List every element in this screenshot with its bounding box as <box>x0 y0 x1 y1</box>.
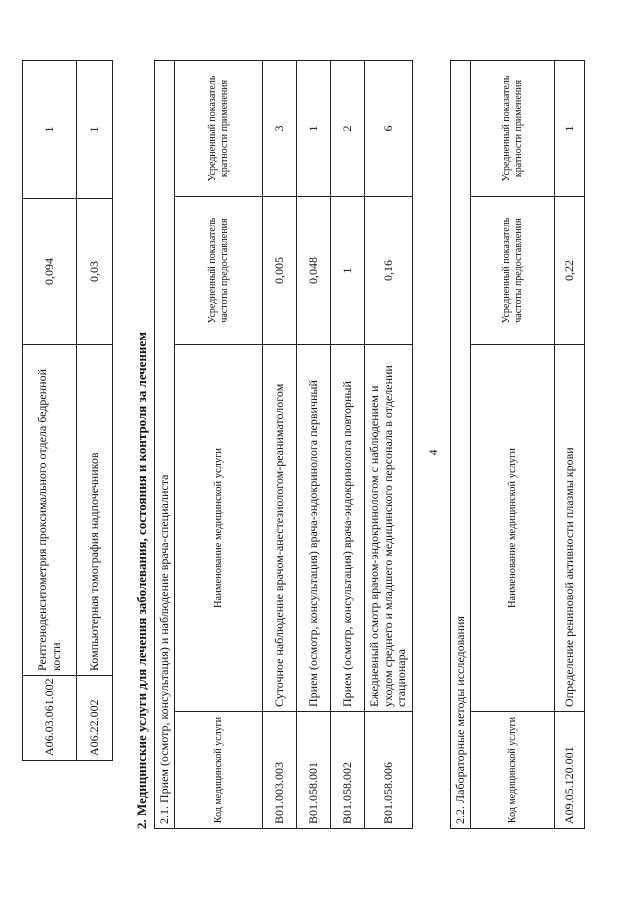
table-header-row <box>175 60 263 828</box>
table-row <box>331 60 365 828</box>
multiplicity-value: 2 <box>331 60 365 196</box>
table-header-row <box>471 60 555 828</box>
frequency-value: 0,03 <box>77 199 113 345</box>
frequency-value: 0,094 <box>23 199 77 345</box>
multiplicity-value: 6 <box>365 60 413 196</box>
service-name: Рентгеноденситометрия проксимального отдела бедренной кости <box>23 345 77 676</box>
service-code: A06.22.002 <box>77 676 113 761</box>
table-row <box>23 61 77 761</box>
service-name: Определение рениновой активности плазмы крови <box>555 345 585 712</box>
header-code: Код медицинской услуги <box>175 712 263 829</box>
top-continuation-table <box>22 60 113 761</box>
page-number: 4 <box>426 449 440 456</box>
table-row <box>297 60 331 828</box>
service-code: B01.058.006 <box>365 712 413 829</box>
service-name: Компьютерная томография надпочечников <box>77 345 113 676</box>
laboratory-table <box>450 60 585 829</box>
service-code: A06.03.061.002 <box>23 676 77 761</box>
service-code: B01.003.003 <box>263 712 297 829</box>
service-name: Прием (осмотр, консультация) врача-эндокринолога первичный <box>297 345 331 712</box>
multiplicity-value: 1 <box>555 60 585 196</box>
service-name: Суточное наблюдение врачом-анестезиологом-реаниматологом <box>263 345 297 712</box>
service-code: A09.05.120.001 <box>555 712 585 829</box>
header-frequency: Усредненный показатель частоты предоставления <box>175 197 263 345</box>
table-row <box>365 60 413 828</box>
service-code: B01.058.002 <box>331 712 365 829</box>
table-caption-row <box>155 60 175 828</box>
service-name: Прием (осмотр, консультация) врача-эндокринолога повторный <box>331 345 365 712</box>
service-name: Ежедневный осмотр врачом-эндокринологом с наблюдением и уходом среднего и младшего медицинского персонала в отделении стационара <box>365 345 413 712</box>
header-multiplicity: Усредненный показатель кратности применения <box>471 60 555 196</box>
frequency-value: 1 <box>331 197 365 345</box>
frequency-value: 0,048 <box>297 197 331 345</box>
service-code: B01.058.001 <box>297 712 331 829</box>
header-name: Наименование медицинской услуги <box>471 345 555 712</box>
table-row <box>77 61 113 761</box>
multiplicity-value: 1 <box>23 61 77 199</box>
table-caption-row <box>451 60 471 828</box>
frequency-value: 0,16 <box>365 197 413 345</box>
header-name: Наименование медицинской услуги <box>175 345 263 712</box>
header-multiplicity: Усредненный показатель кратности применения <box>175 60 263 196</box>
section-title: 2. Медицинские услуги для лечения заболевания, состояния и контроля за лечением <box>134 331 149 829</box>
header-frequency: Усредненный показатель частоты предоставления <box>471 197 555 345</box>
subsection-caption: 2.1. Прием (осмотр, консультация) и наблюдение врача-специалиста <box>155 60 175 828</box>
table-row <box>555 60 585 828</box>
multiplicity-value: 1 <box>77 61 113 199</box>
multiplicity-value: 1 <box>297 60 331 196</box>
frequency-value: 0,22 <box>555 197 585 345</box>
multiplicity-value: 3 <box>263 60 297 196</box>
frequency-value: 0,005 <box>263 197 297 345</box>
table-row <box>263 60 297 828</box>
consultations-table <box>154 60 413 829</box>
subsection-caption: 2.2. Лабораторные методы исследования <box>451 60 471 828</box>
header-code: Код медицинской услуги <box>471 712 555 829</box>
